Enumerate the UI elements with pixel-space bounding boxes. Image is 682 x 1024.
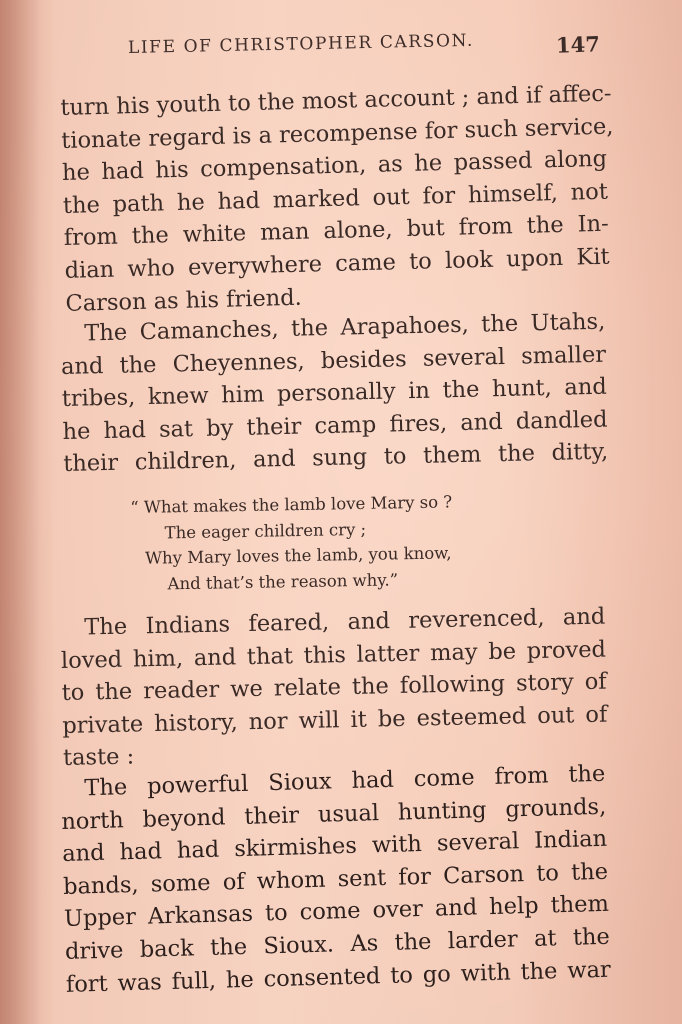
text-line: to the reader we relate the following story of — [61, 668, 607, 707]
paragraph-1 — [60, 78, 614, 320]
paragraph-2 — [60, 306, 609, 481]
text-line: he had sat by their camp fires, and dandled — [62, 406, 608, 445]
text-line: from the white man alone, but from the In- — [63, 211, 609, 252]
page-number: 147 — [555, 31, 601, 58]
text-line: he had his compensation, as he passed along — [61, 145, 608, 187]
text-line: and had had skirmishes with several Indian — [61, 825, 608, 868]
verse-line: The eager children cry ; — [164, 519, 367, 542]
verse-line: “ What makes the lamb love Mary so ? — [130, 492, 453, 517]
text-line: dian who everywhere came to look upon Kit — [64, 243, 610, 284]
text-line: the path he had marked out for himself, not — [62, 178, 609, 219]
text-line: tionate regard is a recompense for such service, — [60, 113, 614, 154]
paragraph-3 — [60, 601, 608, 775]
text-line: drive back the Sioux. As the larder at the — [64, 923, 611, 965]
text-line: their children, and sung to them the ditty, — [63, 438, 609, 478]
text-line: private history, nor will it be esteemed out of — [62, 701, 608, 739]
text-line: tribes, knew him personally in the hunt, and — [61, 373, 607, 413]
text-line: fort was full, he consented to go with the war — [65, 956, 612, 998]
verse-line: Why Mary loves the lamb, you know, — [144, 543, 452, 568]
text-line: The powerful Sioux had come from the — [84, 760, 606, 802]
text-line: bands, some of whom sent for Carson to the — [62, 858, 609, 900]
running-title: LIFE OF CHRISTOPHER CARSON. — [127, 30, 475, 58]
text-line: and the Cheyennes, besides several smaller — [60, 341, 607, 380]
page-gutter-shadow — [0, 0, 40, 1024]
text-line: Upper Arkansas to come over and help them — [63, 891, 610, 933]
text-line: taste : — [62, 743, 135, 772]
text-line: loved him, and that this latter may be proved — [60, 636, 607, 674]
verse-line: And that’s the reason why.” — [167, 569, 399, 593]
text-line: The Camanches, the Arapahoes, the Utahs, — [84, 308, 606, 347]
text-line: turn his youth to the most account ; and if affec- — [60, 80, 612, 121]
quoted-verse — [130, 489, 454, 597]
text-line: Carson as his friend. — [65, 284, 303, 317]
paragraph-4 — [60, 758, 611, 1001]
text-line: The Indians feared, and reverenced, and — [84, 603, 606, 641]
text-line: north beyond their usual hunting grounds, — [60, 793, 607, 835]
